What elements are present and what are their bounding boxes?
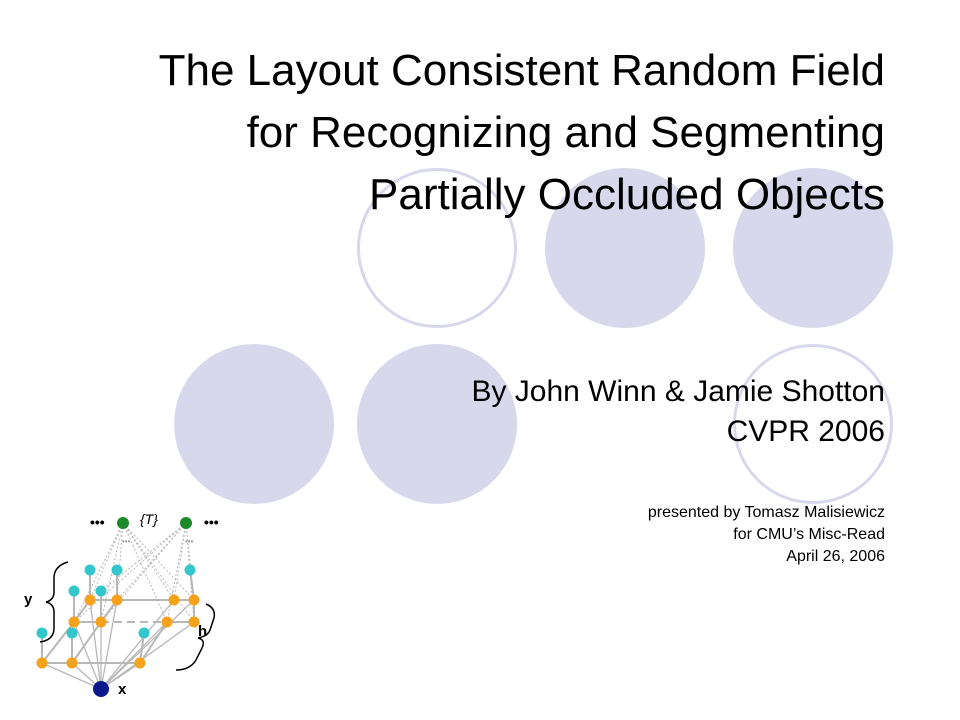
h-node: [189, 595, 200, 606]
h-node: [169, 595, 180, 606]
authors-line: By John Winn & Jamie Shotton: [471, 375, 885, 408]
label-x: x: [118, 681, 127, 698]
T-to-h-edge: [174, 523, 186, 600]
T-to-h-edge: [123, 523, 194, 622]
y-node: [37, 628, 48, 639]
y-node: [112, 565, 123, 576]
h-node: [85, 595, 96, 606]
ellipsis-left: •••: [90, 514, 105, 530]
x-node: [93, 681, 109, 697]
slide-title: [65, 40, 885, 226]
ellipsis-right: •••: [204, 514, 219, 530]
y-node: [139, 628, 150, 639]
title-line-2: for Recognizing and Segmenting: [246, 108, 885, 157]
presenter-venue-line: for CMU’s Misc-Read: [733, 526, 885, 543]
h-node: [69, 617, 80, 628]
venue-line: CVPR 2006: [726, 415, 885, 448]
ellipsis-small-right: •••: [185, 537, 194, 546]
h-node: [112, 595, 123, 606]
h-node: [135, 658, 146, 669]
h-node: [37, 658, 48, 669]
diagram-edges: [42, 523, 194, 689]
label-T: {T}: [140, 511, 158, 527]
title-line-1: The Layout Consistent Random Field: [158, 46, 885, 95]
y-node: [69, 586, 80, 597]
y-node: [96, 586, 107, 597]
ellipsis-small-left: •••: [122, 537, 131, 546]
graphical-model-diagram: [10, 500, 240, 705]
presenter-date-line: April 26, 2006: [786, 548, 885, 565]
T-to-h-edge: [186, 523, 194, 600]
label-h: h: [198, 623, 208, 640]
title-line-3: Partially Occluded Objects: [369, 170, 885, 219]
h-node: [96, 617, 107, 628]
h-brace: [176, 604, 214, 670]
T-node: [117, 517, 129, 529]
authors-block: [285, 372, 885, 452]
lattice-edge: [42, 622, 74, 663]
presenter-block: [385, 502, 885, 568]
T-node: [180, 517, 192, 529]
y-node: [185, 565, 196, 576]
T-to-h-edge: [123, 523, 174, 600]
y-node: [85, 565, 96, 576]
label-y: y: [24, 591, 33, 608]
presenter-line: presented by Tomasz Malisiewicz: [647, 504, 885, 521]
y-node: [67, 628, 78, 639]
T-to-h-edge: [117, 523, 186, 600]
h-node: [162, 617, 173, 628]
h-node: [67, 658, 78, 669]
T-to-h-edge: [123, 523, 194, 600]
